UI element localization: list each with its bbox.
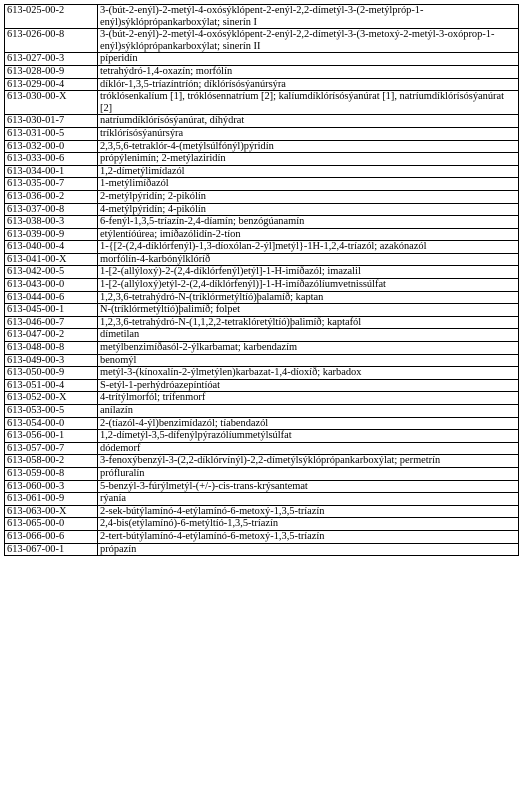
chemical-name-cell: prófluralín (98, 467, 519, 480)
index-number-cell: 613-037-00-8 (5, 203, 98, 216)
table-row (5, 505, 519, 518)
index-number-cell: 613-033-00-6 (5, 153, 98, 166)
chemical-name-cell: tetrahýdró-1,4-oxazín; morfólín (98, 65, 519, 78)
chemical-name-cell: própazín (98, 543, 519, 556)
table-row (5, 455, 519, 468)
table-row (5, 467, 519, 480)
chemical-name-cell: 3-(bút-2-enýl)-2-metýl-4-oxósýklópent-2-enýl-2,2-dímetýl-3-(2-metýlpróp-1-enýl)sýklóprópankarboxýlat; sinerín I (98, 5, 519, 29)
index-number-cell: 613-028-00-9 (5, 65, 98, 78)
chemical-name-cell: tríklórísósýanúrsýra (98, 127, 519, 140)
chemical-name-cell: própýlenimín; 2-metýlaziridín (98, 153, 519, 166)
table-row (5, 379, 519, 392)
table-row (5, 53, 519, 66)
chemical-name-cell: 2-sek-bútýlamínó-4-etýlamínó-6-metoxý-1,3,5-tríazín (98, 505, 519, 518)
chemical-name-cell: benomýl (98, 354, 519, 367)
index-number-cell: 613-043-00-0 (5, 279, 98, 292)
chemical-name-cell: 1-[2-(allýloxý)etýl-2-(2,4-díklórfenýl)]-1-H-imíðazólíumvetnissúlfat (98, 279, 519, 292)
index-number-cell: 613-034-00-1 (5, 165, 98, 178)
chemical-name-cell: 1,2,3,6-tetrahýdró-N-(tríklórmetýltíó)þalamíð; kaptan (98, 291, 519, 304)
index-number-cell: 613-066-00-6 (5, 530, 98, 543)
table-row (5, 190, 519, 203)
index-number-cell: 613-053-00-5 (5, 405, 98, 418)
chemical-name-cell: 2-metýlpýridín; 2-pikólín (98, 190, 519, 203)
index-number-cell: 613-049-00-3 (5, 354, 98, 367)
index-number-cell: 613-045-00-1 (5, 304, 98, 317)
index-number-cell: 613-054-00-0 (5, 417, 98, 430)
index-number-cell: 613-039-00-9 (5, 228, 98, 241)
chemical-name-cell: 2,3,5,6-tetraklór-4-(metýlsúlfónýl)pýridín (98, 140, 519, 153)
chemical-name-cell: 1-{[2-(2,4-díklórfenýl)-1,3-díoxólan-2-ýl]metýl}-1H-1,2,4-tríazól; azakónazól (98, 241, 519, 254)
chemical-name-cell: 5-benzýl-3-fúrýlmetýl-(+/-)-cis-trans-krýsantemat (98, 480, 519, 493)
index-number-cell: 613-050-00-9 (5, 367, 98, 380)
table-row (5, 493, 519, 506)
chemical-name-cell: N-(tríklórmetýltíó)þalimíð; folpet (98, 304, 519, 317)
index-number-cell: 613-042-00-5 (5, 266, 98, 279)
table-row (5, 29, 519, 53)
table-row (5, 417, 519, 430)
index-number-cell: 613-052-00-X (5, 392, 98, 405)
index-number-cell: 613-031-00-5 (5, 127, 98, 140)
table-row (5, 127, 519, 140)
chemical-name-cell: 1-metýlimíðazól (98, 178, 519, 191)
index-number-cell: 613-047-00-2 (5, 329, 98, 342)
table-row (5, 78, 519, 91)
index-number-cell: 613-030-01-7 (5, 115, 98, 128)
index-number-cell: 613-058-00-2 (5, 455, 98, 468)
table-row (5, 530, 519, 543)
table-row (5, 115, 519, 128)
chemical-name-cell: 4-metýlpýridín; 4-pikólín (98, 203, 519, 216)
table-row (5, 543, 519, 556)
index-number-cell: 613-040-00-4 (5, 241, 98, 254)
table-row (5, 342, 519, 355)
chemical-name-cell: 2,4-bis(etýlamínó)-6-metýltíó-1,3,5-tríazín (98, 518, 519, 531)
chemical-name-cell: 3-fenoxýbenzýl-3-(2,2-díklórvínýl)-2,2-dímetýlsýklóprópankarboxýlat; permetrín (98, 455, 519, 468)
table-row (5, 480, 519, 493)
table-row (5, 442, 519, 455)
table-row (5, 153, 519, 166)
table-row (5, 367, 519, 380)
table-row (5, 405, 519, 418)
table-row (5, 65, 519, 78)
index-number-cell: 613-029-00-4 (5, 78, 98, 91)
index-number-cell: 613-038-00-3 (5, 216, 98, 229)
chemical-name-cell: 2-(tíazól-4-ýl)benzimídazól; tíabendazól (98, 417, 519, 430)
table-row (5, 203, 519, 216)
chemical-name-cell: rýanía (98, 493, 519, 506)
table-row (5, 140, 519, 153)
index-number-cell: 613-060-00-3 (5, 480, 98, 493)
index-number-cell: 613-051-00-4 (5, 379, 98, 392)
chemical-name-cell: 4-trítýlmorfól; trífenmorf (98, 392, 519, 405)
table-row (5, 279, 519, 292)
chemical-name-cell: dímetilan (98, 329, 519, 342)
table-row (5, 329, 519, 342)
chemical-name-cell: 1,2-dímetýlimídazól (98, 165, 519, 178)
chemical-name-cell: morfólín-4-karbónýlklóríð (98, 253, 519, 266)
chemical-name-cell: píperidín (98, 53, 519, 66)
index-number-cell: 613-061-00-9 (5, 493, 98, 506)
chemical-name-cell: tróklósenkalíum [1], tróklósennatríum [2]; kalíumdíklórísósýanúrat [1], natríumdíklórísósýanúrat [2] (98, 91, 519, 115)
substance-table-body (5, 5, 519, 556)
chemical-name-cell: natríumdíklórísósýanúrat, díhýdrat (98, 115, 519, 128)
index-number-cell: 613-063-00-X (5, 505, 98, 518)
table-row (5, 518, 519, 531)
chemical-name-cell: 2-tert-bútýlamínó-4-etýlamínó-6-metoxý-1,3,5-tríazín (98, 530, 519, 543)
table-row (5, 165, 519, 178)
table-row (5, 5, 519, 29)
table-row (5, 430, 519, 443)
index-number-cell: 613-026-00-8 (5, 29, 98, 53)
index-number-cell: 613-036-00-2 (5, 190, 98, 203)
chemical-name-cell: metýl-3-(kínoxalín-2-ýlmetýlen)karbazat-1,4-díoxíð; karbadox (98, 367, 519, 380)
chemical-name-cell: etýlentíóúrea; imíðazólidín-2-tíon (98, 228, 519, 241)
table-row (5, 216, 519, 229)
index-number-cell: 613-025-00-2 (5, 5, 98, 29)
table-row (5, 291, 519, 304)
substance-table (4, 4, 519, 556)
index-number-cell: 613-059-00-8 (5, 467, 98, 480)
table-row (5, 266, 519, 279)
chemical-name-cell: díklór-1,3,5-tríazíntríón; díklórísósýanúrsýra (98, 78, 519, 91)
table-row (5, 178, 519, 191)
table-row (5, 228, 519, 241)
index-number-cell: 613-046-00-7 (5, 316, 98, 329)
index-number-cell: 613-035-00-7 (5, 178, 98, 191)
chemical-name-cell: 1,2,3,6-tetrahýdró-N-(1,1,2,2-tetraklóretýltíó)þalimíð; kaptafól (98, 316, 519, 329)
chemical-name-cell: 6-fenýl-1,3,5-tríazín-2,4-díamín; benzógúanamín (98, 216, 519, 229)
table-row (5, 304, 519, 317)
index-number-cell: 613-032-00-0 (5, 140, 98, 153)
index-number-cell: 613-048-00-8 (5, 342, 98, 355)
table-row (5, 392, 519, 405)
index-number-cell: 613-067-00-1 (5, 543, 98, 556)
chemical-name-cell: S-etýl-1-perhýdróazepíntíóat (98, 379, 519, 392)
index-number-cell: 613-041-00-X (5, 253, 98, 266)
table-row (5, 253, 519, 266)
chemical-name-cell: metýlbenzimíðasól-2-ýlkarbamat; karbendazím (98, 342, 519, 355)
index-number-cell: 613-056-00-1 (5, 430, 98, 443)
chemical-name-cell: dódemorf (98, 442, 519, 455)
table-row (5, 354, 519, 367)
index-number-cell: 613-057-00-7 (5, 442, 98, 455)
table-row (5, 91, 519, 115)
chemical-name-cell: 3-(bút-2-enýl)-2-metýl-4-oxósýklópent-2-enýl-2,2-dímetýl-3-(3-metoxý-2-metýl-3-oxóprop-1-enýl)sýklóprópankarboxýlat; sinerín II (98, 29, 519, 53)
table-row (5, 316, 519, 329)
index-number-cell: 613-065-00-0 (5, 518, 98, 531)
table-row (5, 241, 519, 254)
chemical-name-cell: 1-[2-(allýloxý)-2-(2,4-díklórfenýl)etýl]-1-H-imíðazól; imazalil (98, 266, 519, 279)
chemical-name-cell: 1,2-dímetýl-3,5-dífenýlpýrazólíummetýlsúlfat (98, 430, 519, 443)
index-number-cell: 613-044-00-6 (5, 291, 98, 304)
index-number-cell: 613-030-00-X (5, 91, 98, 115)
index-number-cell: 613-027-00-3 (5, 53, 98, 66)
chemical-name-cell: anílazín (98, 405, 519, 418)
